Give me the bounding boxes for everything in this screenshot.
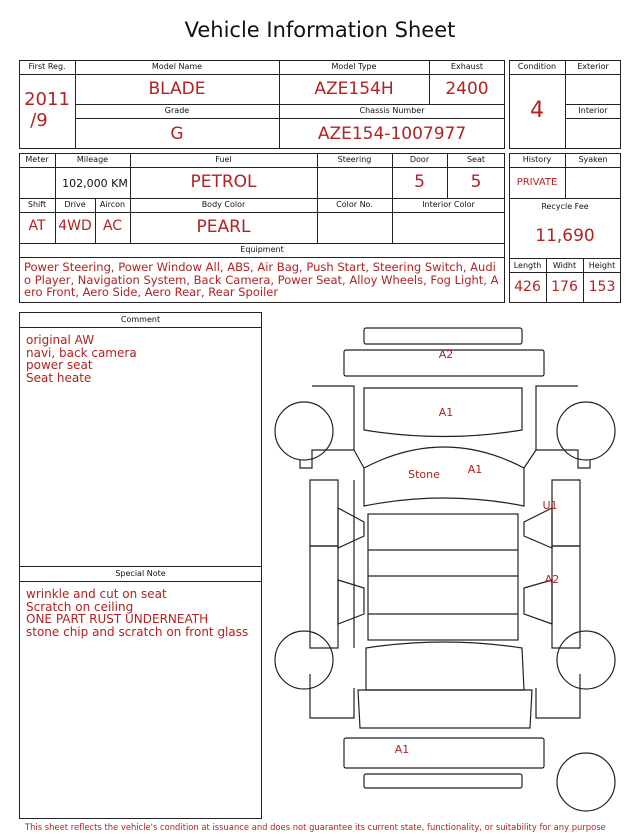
page-title: Vehicle Information Sheet <box>184 18 456 42</box>
grade-value: G <box>170 124 184 144</box>
body-color-label: Body Color <box>201 200 246 209</box>
grade-label: Grade <box>164 106 190 115</box>
mark-a1-rear-bumper: A1 <box>394 743 410 756</box>
fuel-value: PETROL <box>190 172 257 192</box>
model-name-value: BLADE <box>148 79 206 99</box>
drive-value: 4WD <box>58 218 92 234</box>
color-no-label: Color No. <box>336 200 373 209</box>
comment-label: Comment <box>120 315 161 324</box>
rear-bumper <box>344 738 544 768</box>
right-front-door <box>552 480 580 546</box>
mileage-value: 102,000 KM <box>62 177 128 190</box>
seat-value: 5 <box>470 172 482 192</box>
width-label: Widht <box>552 261 577 270</box>
rear-bumper-bottom <box>364 774 522 788</box>
aircon-label: Aircon <box>99 200 126 209</box>
length-value: 426 <box>514 279 541 295</box>
exterior-label: Exterior <box>577 62 609 71</box>
interior-label: Interior <box>578 106 608 115</box>
special-note-text: wrinkle and cut on seat Scratch on ceiling ONE PART RUST UNDERNEATH stone chip and scratch on front glass <box>26 587 249 639</box>
front-left-fender <box>300 386 354 468</box>
length-label: Length <box>513 261 542 270</box>
front-bumper-top <box>364 328 522 344</box>
mark-a1-windshield: A1 <box>467 463 483 476</box>
mark-a1-hood: A1 <box>438 406 454 419</box>
equipment-label: Equipment <box>240 245 284 254</box>
history-label: History <box>522 155 552 164</box>
drive-label: Drive <box>64 200 86 209</box>
mark-a2-front-bumper: A2 <box>438 348 454 361</box>
seat-label: Seat <box>466 155 486 164</box>
shift-label: Shift <box>27 200 47 209</box>
rear-left-wheel <box>275 631 333 689</box>
exhaust-label: Exhaust <box>450 62 484 71</box>
mileage-label: Mileage <box>76 155 109 164</box>
syaken-label: Syaken <box>578 155 608 164</box>
shift-value: AT <box>28 218 46 234</box>
rear-window <box>366 642 524 690</box>
interior-color-label: Interior Color <box>422 200 475 209</box>
front-right-fender <box>536 386 590 468</box>
mark-stone-windshield: Stone <box>408 468 440 481</box>
door-value: 5 <box>414 172 425 192</box>
spare-wheel <box>557 753 615 811</box>
recycle-fee-value: 11,690 <box>535 226 595 246</box>
rear-right-wheel <box>557 631 615 689</box>
mark-a2-right-rear-door: A2 <box>544 573 560 586</box>
comment-text: original AW navi, back camera power seat Seat heate <box>26 333 137 385</box>
condition-value: 4 <box>530 98 544 123</box>
condition-label: Condition <box>517 62 557 71</box>
model-name-label: Model Name <box>151 62 203 71</box>
steering-label: Steering <box>337 155 372 164</box>
recycle-fee-label: Recycle Fee <box>541 202 589 211</box>
equipment-value: Power Steering, Power Window All, ABS, Air Bag, Push Start, Steering Switch, Audio Player, Navigation System, Back Camera, Power Seat, Alloy Wheels, Fog Light, Aero Front, Aero Side, Aero Rear, Rear Spoiler <box>24 260 499 299</box>
fuel-label: Fuel <box>215 155 232 164</box>
first-reg-month: /9 <box>30 110 48 131</box>
windshield <box>364 447 524 506</box>
trunk <box>358 690 532 728</box>
left-front-door <box>310 480 338 546</box>
model-type-value: AZE154H <box>314 79 394 99</box>
height-label: Height <box>588 261 616 270</box>
mark-u1-right-door: U1 <box>542 499 558 512</box>
roof <box>368 514 518 640</box>
car-damage-diagram <box>268 318 628 828</box>
footer-disclaimer: This sheet reflects the vehicle's condition at issuance and does not guarantee its current state, functionality, or suitability for any purpose <box>25 822 606 832</box>
aircon-value: AC <box>102 218 123 234</box>
front-right-wheel <box>557 402 615 460</box>
exhaust-value: 2400 <box>445 79 489 99</box>
first-reg-label: First Reg. <box>28 62 66 71</box>
height-value: 153 <box>588 279 616 295</box>
body-color-value: PEARL <box>196 217 251 237</box>
special-note-label: Special Note <box>115 569 166 578</box>
width-value: 176 <box>551 279 578 295</box>
history-value: PRIVATE <box>516 177 558 188</box>
door-label: Door <box>409 155 430 164</box>
model-type-label: Model Type <box>331 62 377 71</box>
first-reg-year: 2011 <box>24 89 70 110</box>
chassis-number-value: AZE154-1007977 <box>317 124 467 144</box>
front-left-wheel <box>275 402 333 460</box>
chassis-number-label: Chassis Number <box>359 106 425 115</box>
meter-label: Meter <box>25 155 49 164</box>
